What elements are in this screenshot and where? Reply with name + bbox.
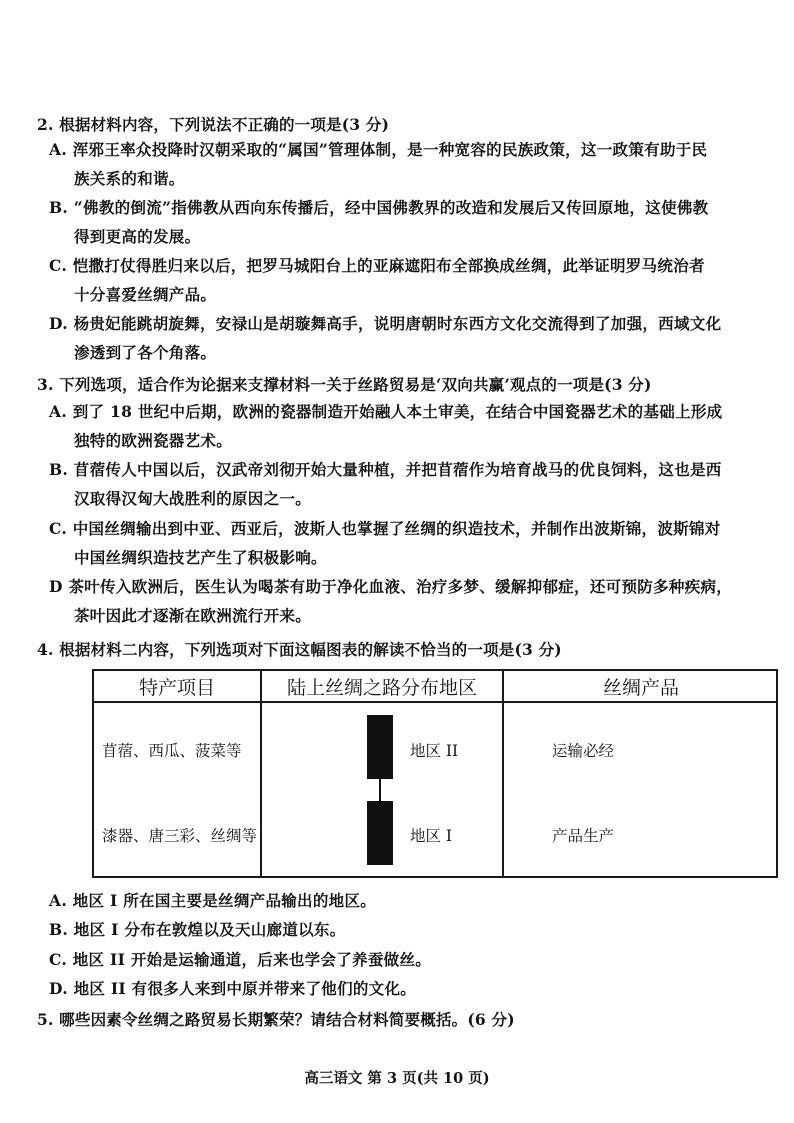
option-line: 族关系的和谐。 bbox=[74, 169, 185, 188]
option-line: 茶叶因此才逐渐在欧洲流行开来。 bbox=[74, 606, 312, 625]
option-line: C. 中国丝绸输出到中亚、西亚后，波斯人也掌握了丝绸的织造技术，并制作出波斯锦，波斯锦对 bbox=[49, 519, 721, 538]
region-1-bar bbox=[367, 801, 393, 865]
question-4-stem: 4. 根据材料二内容，下列选项对下面这幅图表的解读不恰当的一项是(3 分) bbox=[37, 640, 562, 659]
option-line: A. 浑邪王率众投降时汉朝采取的“属国”管理体制，是一种宽容的民族政策，这一政策有助于民 bbox=[49, 140, 708, 159]
option-line: C. 恺撒打仗得胜归来以后，把罗马城阳台上的亚麻遮阳布全部换成丝绸，此举证明罗马统治者 bbox=[49, 256, 705, 275]
table-cell-region-row1: 地区 II bbox=[410, 742, 459, 760]
question-3-stem: 3. 下列选项，适合作为论据来支撑材料一关于丝路贸易是‘双向共赢’观点的一项是(3 分) bbox=[37, 375, 652, 394]
question-4-option-c bbox=[49, 945, 739, 974]
question-2-option-d bbox=[49, 309, 739, 367]
option-line: 渗透到了各个角落。 bbox=[74, 343, 217, 362]
question-2-option-c bbox=[49, 251, 739, 309]
option-line: 汉取得汉匈大战胜利的原因之一。 bbox=[74, 489, 312, 508]
question-4-option-a bbox=[49, 886, 739, 915]
question-3-option-c bbox=[49, 514, 739, 572]
option-line: A. 到了 18 世纪中后期，欧洲的瓷器制造开始融人本土审美，在结合中国瓷器艺术的基础上形成 bbox=[49, 402, 723, 421]
region-2-bar bbox=[367, 715, 393, 779]
question-4-option-d bbox=[49, 974, 739, 1003]
table-column-divider bbox=[502, 671, 504, 876]
table-header-region: 陆上丝绸之路分布地区 bbox=[286, 677, 477, 699]
option-line: 十分喜爱丝绸产品。 bbox=[74, 285, 217, 304]
question-3-option-a bbox=[49, 397, 739, 455]
option-line: C. 地区 II 开始是运输通道，后来也学会了养蚕做丝。 bbox=[49, 950, 432, 969]
option-line: 中国丝绸织造技艺产生了积极影响。 bbox=[74, 548, 327, 567]
option-line: D. 地区 II 有很多人来到中原并带来了他们的文化。 bbox=[49, 979, 417, 998]
question-4-option-b bbox=[49, 915, 739, 944]
option-line: A. 地区 I 所在国主要是丝绸产品输出的地区。 bbox=[49, 891, 377, 910]
table-cell-region-row2: 地区 I bbox=[410, 827, 453, 845]
question-2-option-b bbox=[49, 193, 739, 251]
option-line: 得到更高的发展。 bbox=[74, 227, 201, 246]
question-3-option-d bbox=[49, 572, 739, 630]
table-header-products: 特产项目 bbox=[138, 677, 215, 699]
question-2-option-a bbox=[49, 135, 739, 193]
page-footer: 高三语文 第 3 页(共 10 页) bbox=[304, 1070, 490, 1087]
option-line: B. 苜蓿传人中国以后，汉武帝刘彻开始大量种植，并把苜蓿作为培育战马的优良饲料，这也是西 bbox=[49, 460, 722, 479]
option-line: 独特的欧洲瓷器艺术。 bbox=[74, 431, 233, 450]
option-line: D 茶叶传入欧洲后，医生认为喝茶有助于净化血液、治疗多梦、缓解抑郁症，还可预防多种疾病， bbox=[49, 577, 733, 596]
silk-road-table bbox=[92, 669, 778, 878]
table-cell-products-row1: 苜蓿、西瓜、菠菜等 bbox=[102, 742, 242, 760]
table-header-divider bbox=[94, 701, 776, 703]
question-5-stem: 5. 哪些因素令丝绸之路贸易长期繁荣？请结合材料简要概括。(6 分) bbox=[37, 1010, 515, 1029]
option-line: D. 杨贵妃能跳胡旋舞，安禄山是胡璇舞高手，说明唐朝时东西方文化交流得到了加强，西域文化 bbox=[49, 314, 722, 333]
question-3-option-b bbox=[49, 455, 739, 513]
table-cell-role-row2: 产品生产 bbox=[552, 827, 615, 845]
table-cell-role-row1: 运输必经 bbox=[552, 742, 615, 760]
table-column-divider bbox=[260, 671, 262, 876]
option-line: B. “佛教的倒流”指佛教从西向东传播后，经中国佛教界的改造和发展后又传回原地，这使佛教 bbox=[49, 198, 709, 217]
region-connector bbox=[379, 779, 381, 801]
table-cell-products-row2: 漆器、唐三彩、丝绸等 bbox=[102, 827, 258, 845]
option-line: B. 地区 I 分布在敦煌以及天山廊道以东。 bbox=[49, 920, 346, 939]
question-2-stem: 2. 根据材料内容，下列说法不正确的一项是(3 分) bbox=[37, 115, 390, 134]
table-header-silk: 丝绸产品 bbox=[602, 677, 679, 699]
